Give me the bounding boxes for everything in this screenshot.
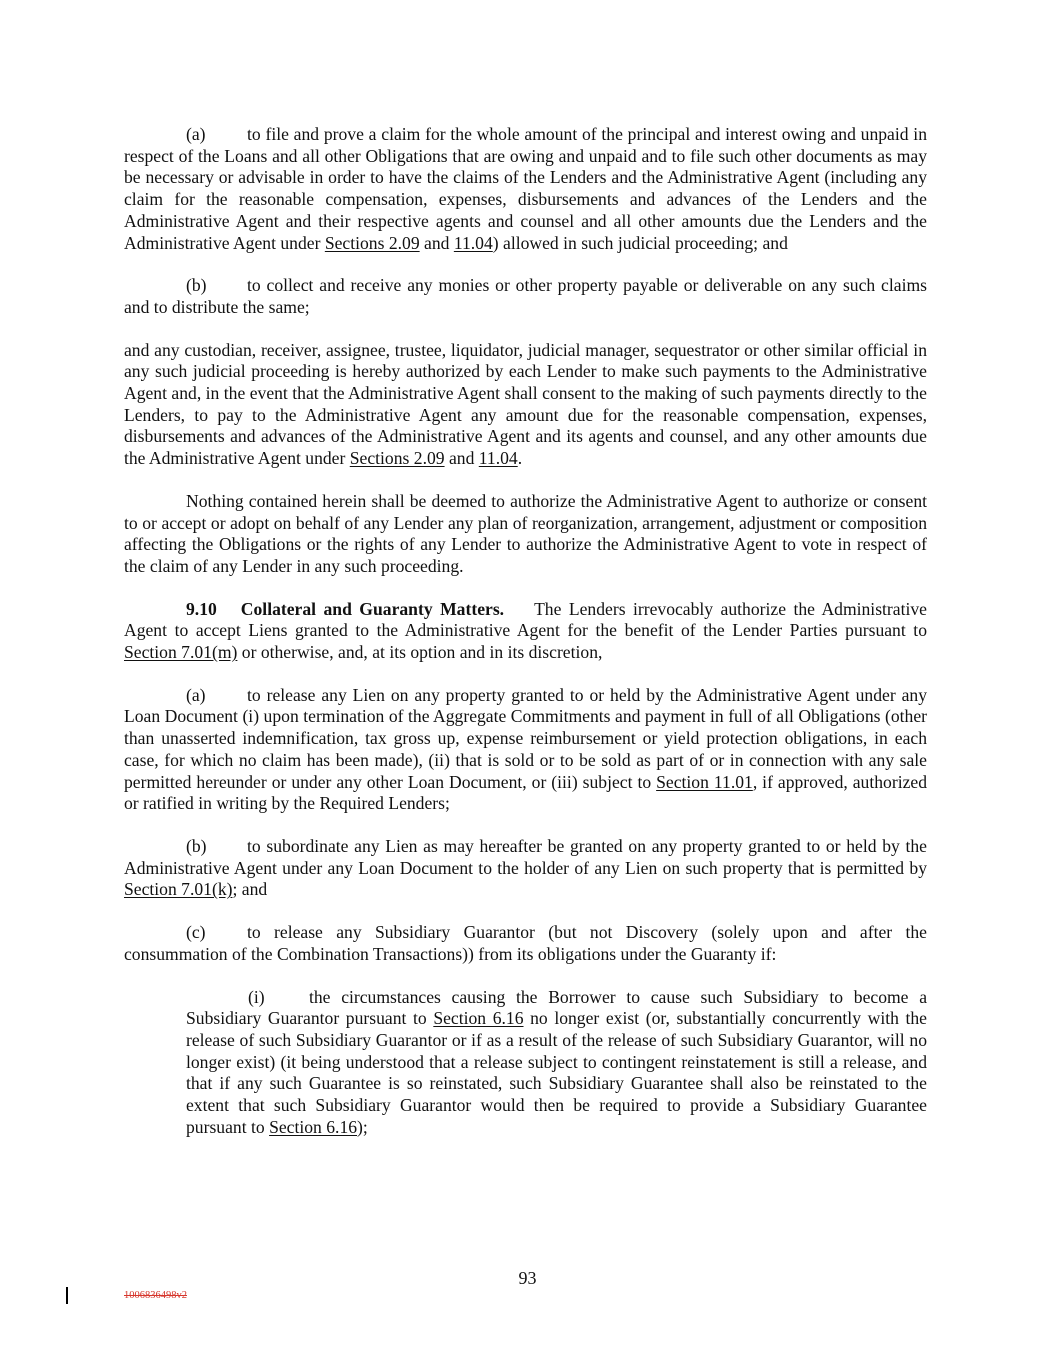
section-reference-link[interactable]: Sections 2.09 xyxy=(349,448,445,469)
paragraph-b-collect: (b) to collect and receive any monies or other property payable or deliverable on any such claims and to distribute the same; xyxy=(124,275,927,317)
paragraph-b-subordinate: (b) to subordinate any Lien as may hereafter be granted on any property granted to or held by the Administrative Agent under any Loan Document to the holder of any Lien on such property that is permitted by Section 7.01(k); and xyxy=(124,835,927,900)
paragraph-a-release-lien: (a) to release any Lien on any property granted to or held by the Administrative Agent under any Loan Document (i) upon termination of the Aggregate Commitments and payment in full of all Obligations (other than unasserted indemnification, tax gross up, expense reimbursement or yield protection obligations, in each case, for which no claim has been made), (ii) that is sold or to be sold as part of or in connection with any sale permitted hereunder or under any other Loan Document, or (iii) subject to Section 11.01, if approved, authorized or ratified in writing by the Required Lenders; xyxy=(124,684,927,814)
clause-label: (b) xyxy=(186,835,207,856)
section-number: 9.10 xyxy=(186,598,217,619)
document-id: 1006836498v2 xyxy=(124,1290,187,1301)
section-reference-link[interactable]: Section 7.01(m) xyxy=(124,642,238,663)
clause-label: (a) xyxy=(186,684,206,705)
section-title: Collateral and Guaranty Matters. xyxy=(240,598,505,619)
paragraph-i-circumstances: (i) the circumstances causing the Borrower to cause such Subsidiary to become a Subsidiary Guarantor pursuant to Section 6.16 no longer exist (or, substantially concurrently with the release of such Subsidiary Guarantor or if as a result of the release of such Subsidiary Guarantor, will no longer exist) (it being understood that a release subject to contingent reinstatement is still a release, and that if any such Guarantee is so reinstated, such Subsidiary Guarantee shall also be reinstated to the extent that such Subsidiary Guarantor would then be required to provide a Subsidiary Guarantee pursuant to Section 6.16); xyxy=(186,986,927,1137)
section-reference-link[interactable]: Sections 2.09 xyxy=(324,232,420,253)
paragraph-nothing-contained: Nothing contained herein shall be deemed to authorize the Administrative Agent to authorize or consent to or accept or adopt on behalf of any Lender any plan of reorganization, arrangement, adjustment or composition affecting the Obligations or the rights of any Lender to authorize the Administrative Agent to vote in respect of the claim of any Lender in any such proceeding. xyxy=(124,490,927,576)
clause-label: (i) xyxy=(248,986,265,1007)
section-reference-link[interactable]: Section 6.16 xyxy=(433,1008,524,1029)
section-reference-link[interactable]: 11.04 xyxy=(478,448,518,469)
paragraph-custodian: and any custodian, receiver, assignee, trustee, liquidator, judicial manager, sequestrator or other similar official in any such judicial proceeding is hereby authorized by each Lender to make such payments to the Administrative Agent and, in the event that the Administrative Agent shall consent to the making of such payments directly to the Lenders, to pay to the Administrative Agent any amount due for the reasonable compensation, expenses, disbursements and advances of the Administrative Agent and its agents and counsel, and any other amounts due the Administrative Agent under Sections 2.09 and 11.04. xyxy=(124,339,927,469)
section-9-10: 9.10 Collateral and Guaranty Matters. The Lenders irrevocably authorize the Administrative Agent to accept Liens granted to the Administrative Agent for the benefit of the Lender Parties pursuant to Section 7.01(m) or otherwise, and, at its option and in its discretion, xyxy=(124,598,927,663)
section-reference-link[interactable]: Section 6.16 xyxy=(269,1116,358,1137)
clause-label: (a) xyxy=(186,124,206,144)
document-body xyxy=(124,124,927,1159)
section-reference-link[interactable]: 11.04 xyxy=(453,232,493,253)
section-reference-link[interactable]: Section 7.01(k) xyxy=(124,879,233,900)
paragraph-a-file-claim: (a) to file and prove a claim for the whole amount of the principal and interest owing and unpaid in respect of the Loans and all other Obligations that are owing and unpaid and to file such other documents as may be necessary or advisable in order to have the claims of the Lenders and the Administrative Agent (including any claim for the reasonable compensation, expenses, disbursements and advances of the Lenders and the Administrative Agent and their respective agents and counsel and all other amounts due the Lenders and the Administrative Agent under Sections 2.09 and 11.04) allowed in such judicial proceeding; and xyxy=(124,124,927,253)
change-bar xyxy=(66,1287,68,1304)
clause-label: (c) xyxy=(186,922,206,943)
section-reference-link[interactable]: Section 11.01 xyxy=(656,771,753,792)
paragraph-c-release-guarantor: (c) to release any Subsidiary Guarantor (but not Discovery (solely upon and after the consummation of the Combination Transactions)) from its obligations under the Guaranty if: xyxy=(124,922,927,964)
page-number: 93 xyxy=(518,1268,537,1288)
clause-label: (b) xyxy=(186,275,207,296)
